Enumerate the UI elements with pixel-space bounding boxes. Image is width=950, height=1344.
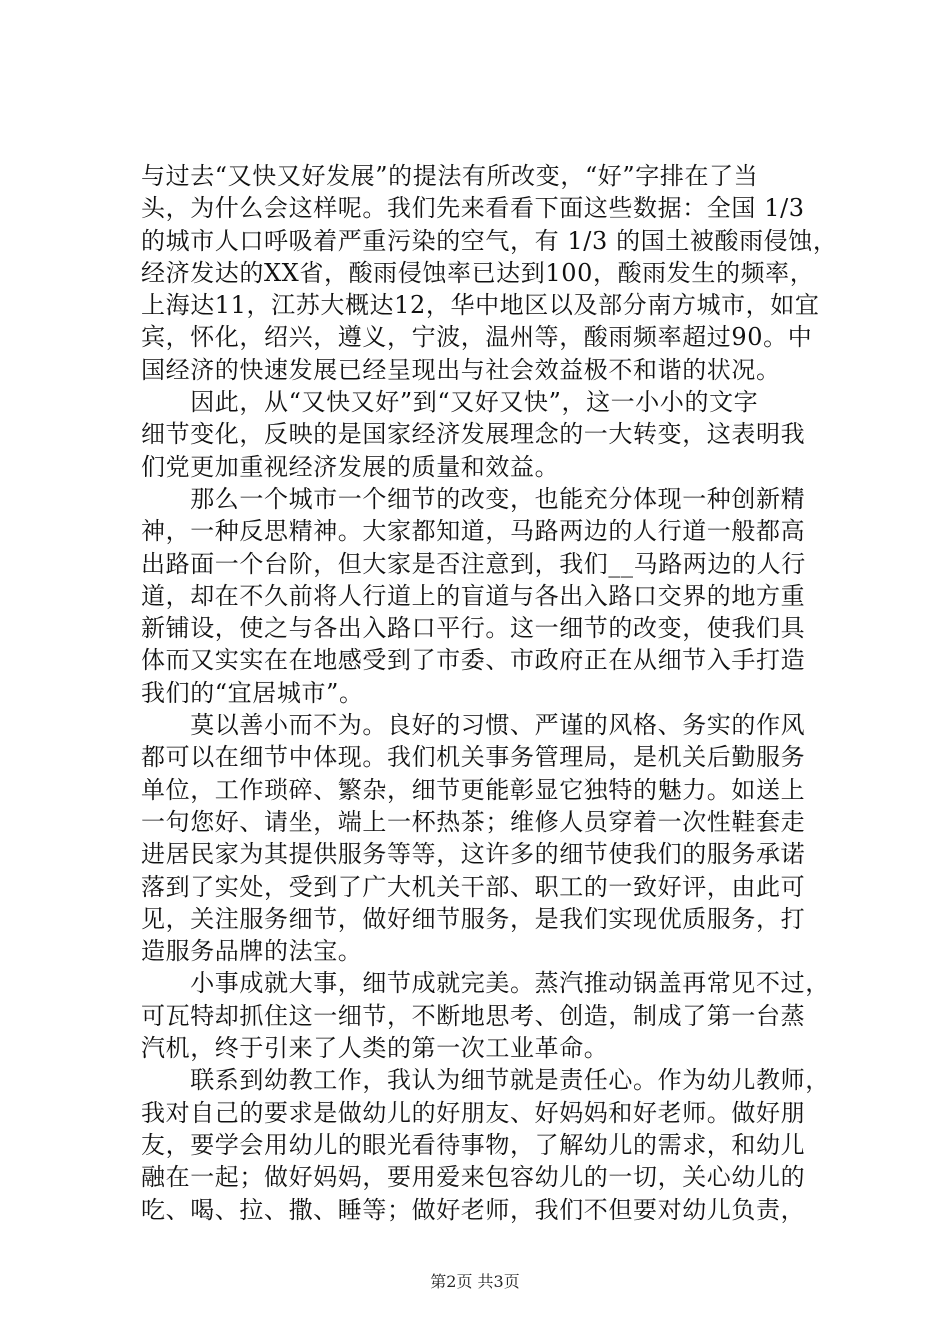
text-line-8: 因此，从“又快又好”到“又好又快”，这一小小的文字 [141, 388, 759, 417]
text-line-32: 融在一起；做好妈妈，要用爱来包容幼儿的一切，关心幼儿的 [141, 1163, 806, 1192]
text-line-19: 都可以在细节中体现。我们机关事务管理局，是机关后勤服务 [141, 743, 806, 772]
text-line-7: 国经济的快速发展已经呈现出与社会效益极不和谐的状况。 [141, 355, 781, 384]
text-line-24: 见，关注服务细节，做好细节服务，是我们实现优质服务，打 [141, 904, 806, 933]
text-line-20: 单位，工作琐碎、繁杂，细节更能彰显它独特的魅力。如送上 [141, 775, 806, 804]
text-line-22: 进居民家为其提供服务等等，这许多的细节使我们的服务承诺 [141, 840, 806, 869]
text-line-9: 细节变化，反映的是国家经济发展理念的一大转变，这表明我 [141, 420, 806, 449]
text-line-12: 神，一种反思精神。大家都知道，马路两边的人行道一般都高 [141, 517, 806, 546]
text-line-10: 们党更加重视经济发展的质量和效益。 [141, 452, 560, 481]
text-line-5: 上海达11，江苏大概达12，华中地区以及部分南方城市，如宜 [141, 291, 820, 320]
text-line-18: 莫以善小而不为。良好的习惯、严谨的风格、务实的作风 [141, 711, 806, 740]
text-line-6: 宾，怀化，绍兴，遵义，宁波，温州等，酸雨频率超过90。中 [141, 323, 813, 352]
text-line-27: 可瓦特却抓住这一细节，不断地思考、创造，制成了第一台蒸 [141, 1001, 806, 1030]
text-line-21: 一句您好、请坐，端上一杯热茶；维修人员穿着一次性鞋套走 [141, 807, 806, 836]
text-line-13: 出路面一个台阶，但大家是否注意到，我们__马路两边的人行 [141, 549, 806, 578]
text-line-23: 落到了实处，受到了广大机关干部、职工的一致好评，由此可 [141, 872, 806, 901]
text-line-16: 体而又实实在在地感受到了市委、市政府正在从细节入手打造 [141, 646, 806, 675]
text-line-17: 我们的“宜居城市”。 [141, 678, 364, 707]
text-line-31: 友，要学会用幼儿的眼光看待事物，了解幼儿的需求，和幼儿 [141, 1130, 806, 1159]
text-line-11: 那么一个城市一个细节的改变，也能充分体现一种创新精 [141, 484, 806, 513]
text-line-26: 小事成就大事，细节成就完美。蒸汽推动锅盖再常见不过， [141, 969, 830, 998]
text-line-15: 新铺设，使之与各出入路口平行。这一细节的改变，使我们具 [141, 614, 806, 643]
text-line-2: 头，为什么会这样呢。我们先来看看下面这些数据：全国 1/3 [141, 194, 805, 223]
page-footer [0, 1272, 950, 1292]
text-line-14: 道，却在不久前将人行道上的盲道与各出入路口交界的地方重 [141, 581, 806, 610]
text-line-3: 的城市人口呼吸着严重污染的空气，有 1/3 的国土被酸雨侵蚀， [141, 226, 838, 255]
body-text [141, 160, 841, 1226]
text-line-28: 汽机，终于引来了人类的第一次工业革命。 [141, 1034, 609, 1063]
text-line-25: 造服务品牌的法宝。 [141, 937, 363, 966]
text-line-30: 我对自己的要求是做幼儿的好朋友、好妈妈和好老师。做好朋 [141, 1098, 806, 1127]
text-line-4: 经济发达的XX省，酸雨侵蚀率已达到100，酸雨发生的频率， [141, 258, 815, 287]
page-number-label: 第2页 共3页 [430, 1272, 520, 1291]
text-line-29: 联系到幼教工作，我认为细节就是责任心。作为幼儿教师， [141, 1066, 830, 1095]
text-line-1: 与过去“又快又好发展”的提法有所改变，“好”字排在了当 [141, 162, 759, 190]
text-line-33: 吃、喝、拉、撒、睡等；做好老师，我们不但要对幼儿负责， [141, 1195, 806, 1224]
